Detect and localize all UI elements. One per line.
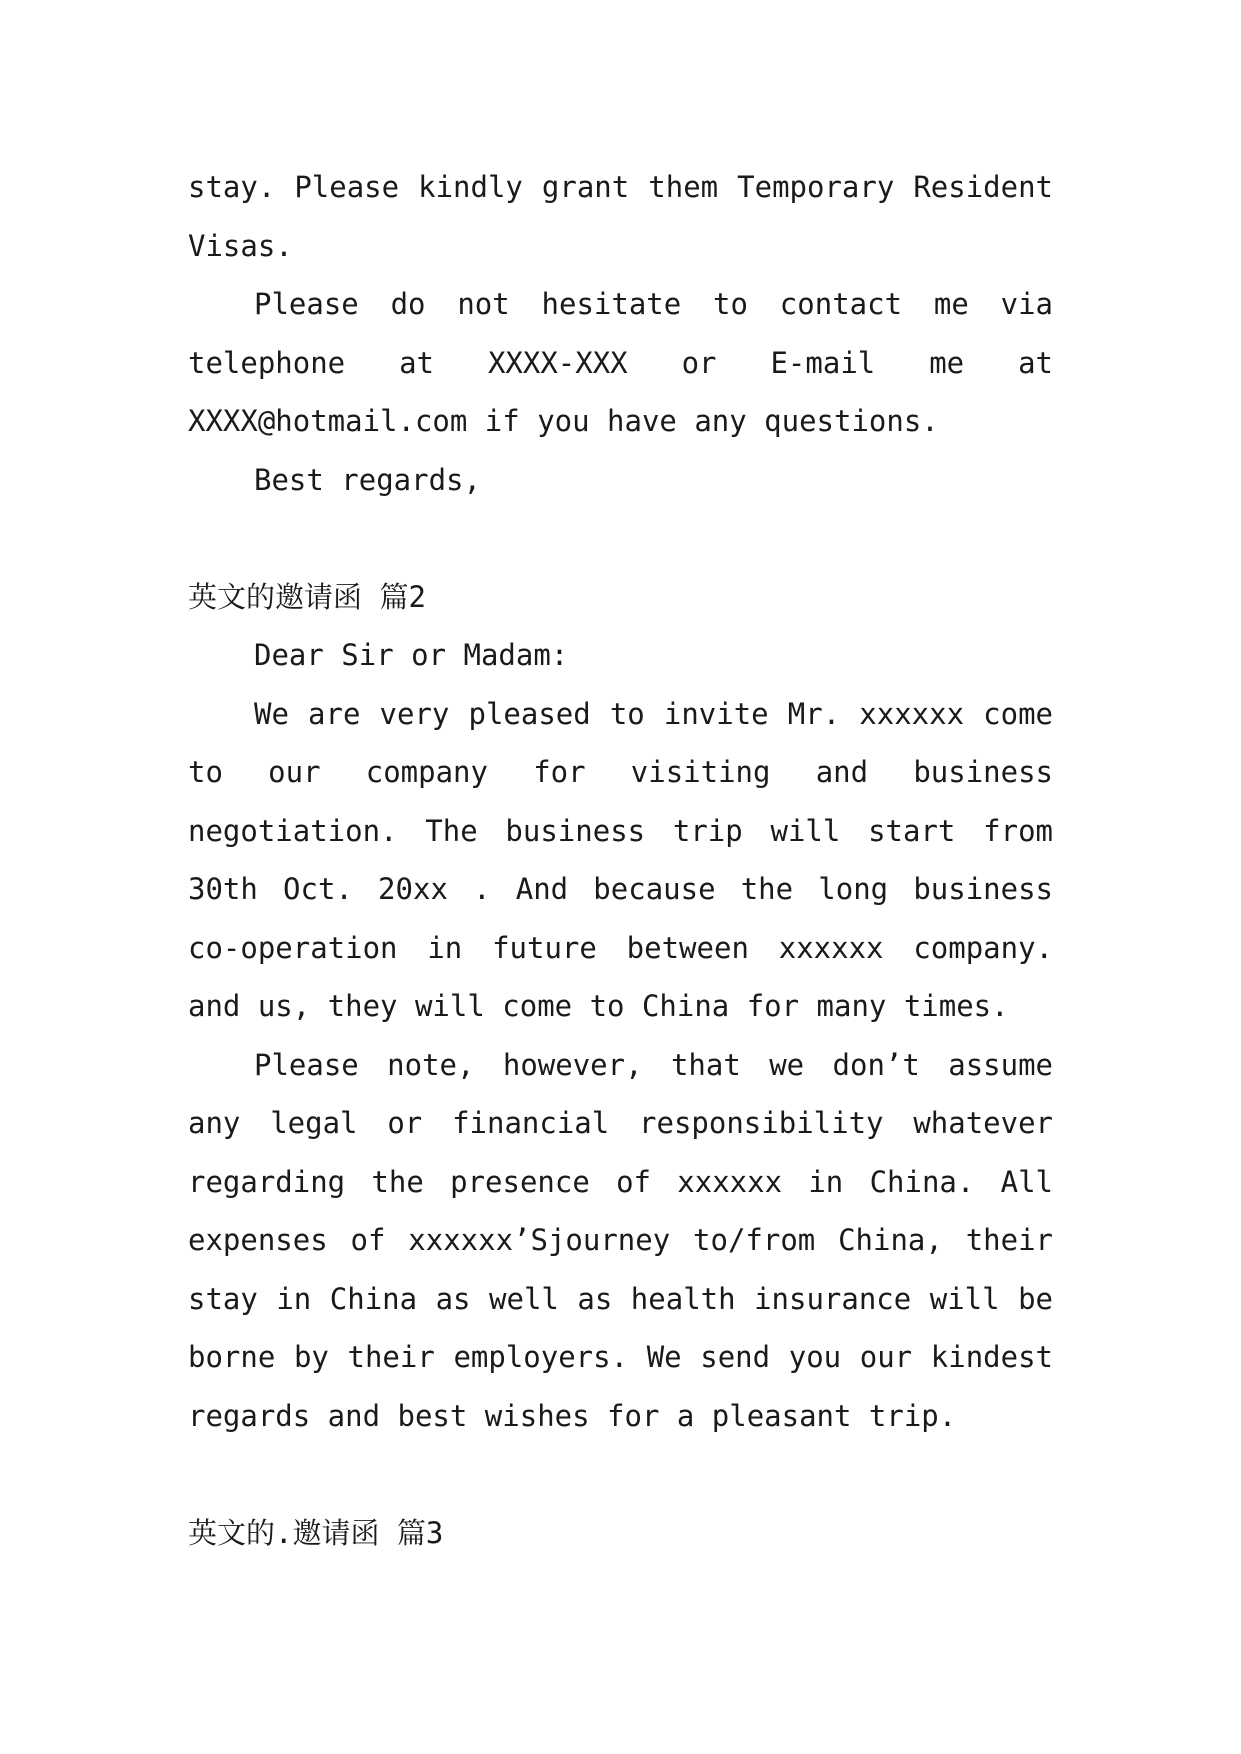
section-spacer (188, 509, 1053, 568)
closing-line: Best regards, (254, 462, 481, 497)
section-heading-3: 英文的.邀请函 篇3 (188, 1515, 444, 1550)
paragraph-visa-request: stay. Please kindly grant them Temporary Resident Visas. (188, 170, 1053, 263)
section-spacer (188, 1445, 1053, 1504)
paragraph-contact: Please do not hesitate to contact me via telephone at XXXX-XXX or E-mail me at XXXX@hotmail.com if you have any questions. (188, 287, 1053, 438)
paragraph-responsibility-note: Please note, however, that we don’t assume any legal or financial responsibility whatever regarding the presence of xxxxxx in China. All expenses of xxxxxx’Sjourney to/from China, their stay in China as well as health insurance will be borne by their employers. We send you our kindest regards and best wishes for a pleasant trip. (188, 1047, 1053, 1433)
paragraph-invitation: We are very pleased to invite Mr. xxxxxx come to our company for visiting and business negotiation. The business trip will start from 30th Oct. 20xx . And because the long business co-operation in future between xxxxxx company. and us, they will come to China for many times. (188, 696, 1053, 1023)
document-body (188, 158, 1053, 1562)
salutation: Dear Sir or Madam: (254, 638, 569, 672)
section-heading-2: 英文的邀请函 篇2 (188, 579, 426, 614)
